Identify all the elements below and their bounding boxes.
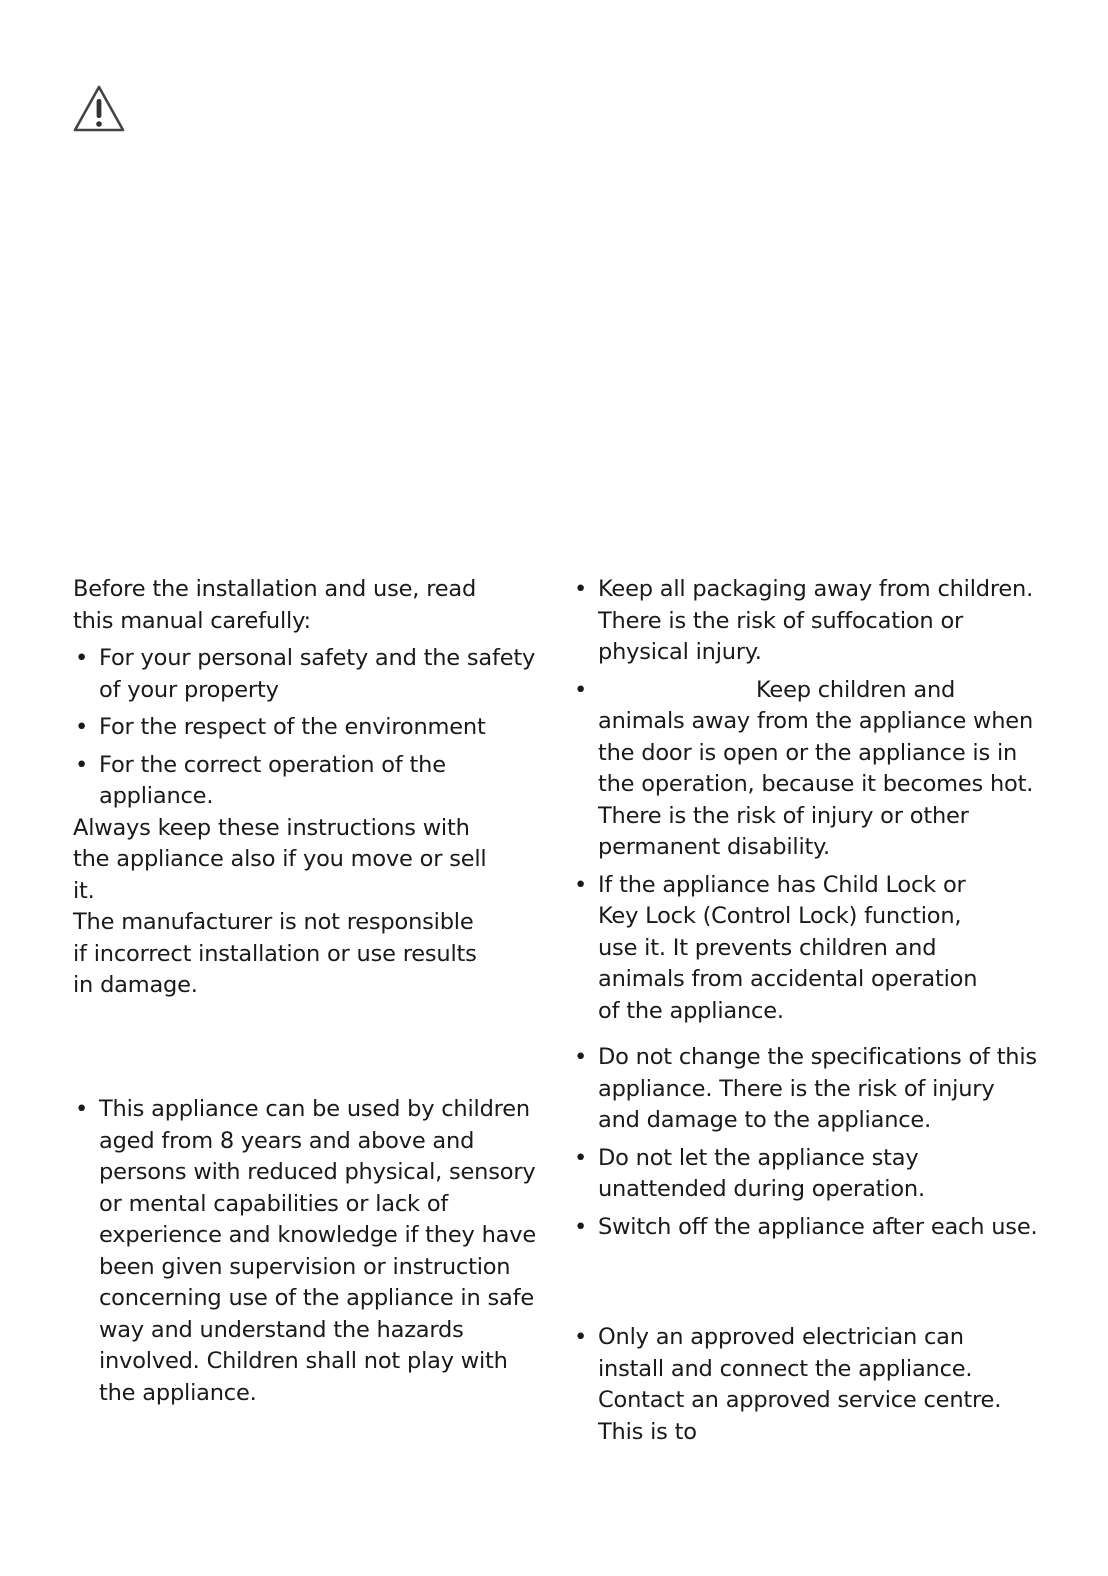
left-column-top: [73, 574, 548, 1002]
right-column-bottom: [572, 1322, 1042, 1454]
list-item: • If the appliance has Child Lock or Key Lock (Control Lock) function, use it. It prevents children and animals from accidental operation of the appliance.: [572, 870, 1003, 1028]
intro-text: Before the installation and use, read this manual carefully:: [73, 576, 477, 634]
right-column-top: [572, 574, 1042, 1033]
list-item-text: Keep children and animals away from the appliance when the door is open or the appliance is in the operation, because it becomes hot. There is the risk of injury or other permanent disability.: [598, 676, 1034, 860]
list-item: • For your personal safety and the safety of your property: [73, 643, 548, 706]
operation-bullet-list: [572, 1042, 1042, 1243]
list-item: • Do not change the specifications of this appliance. There is the risk of injury and damage to the appliance.: [572, 1042, 1042, 1137]
list-item: • For the correct operation of the appliance.: [73, 750, 459, 813]
keep-instructions-text: Always keep these instructions with the appliance also if you move or sell it.: [73, 814, 487, 904]
list-item: • Do not let the appliance stay unattended during operation.: [572, 1143, 1042, 1206]
list-item: [572, 675, 1042, 864]
children-bullet-list: [73, 1094, 548, 1409]
list-item: • For the respect of the environment: [73, 712, 548, 744]
installation-bullet-list: [572, 1322, 1042, 1448]
list-item: • Keep all packaging away from children. There is the risk of suffocation or physical injury.: [572, 574, 1042, 669]
packaging-bullet-list: [572, 574, 1042, 1027]
list-item: • This appliance can be used by children aged from 8 years and above and persons with reduced physical, sensory or mental capabilities or lack of experience and knowledge if they have been given supervision or instruction concerning use of the appliance in safe way and understand the hazards involved. Children shall not play with the appliance.: [73, 1094, 539, 1409]
list-item: • Switch off the appliance after each use.: [572, 1212, 1042, 1244]
intro-bullet-list: [73, 643, 548, 813]
list-item: • Only an approved electrician can install and connect the appliance. Contact an approved service centre. This is to: [572, 1322, 1013, 1448]
left-column-children: [73, 1094, 548, 1415]
warning-icon: [72, 84, 126, 134]
manufacturer-text: The manufacturer is not responsible if incorrect installation or use results in damage.: [73, 909, 477, 998]
right-column-mid: [572, 1042, 1042, 1249]
